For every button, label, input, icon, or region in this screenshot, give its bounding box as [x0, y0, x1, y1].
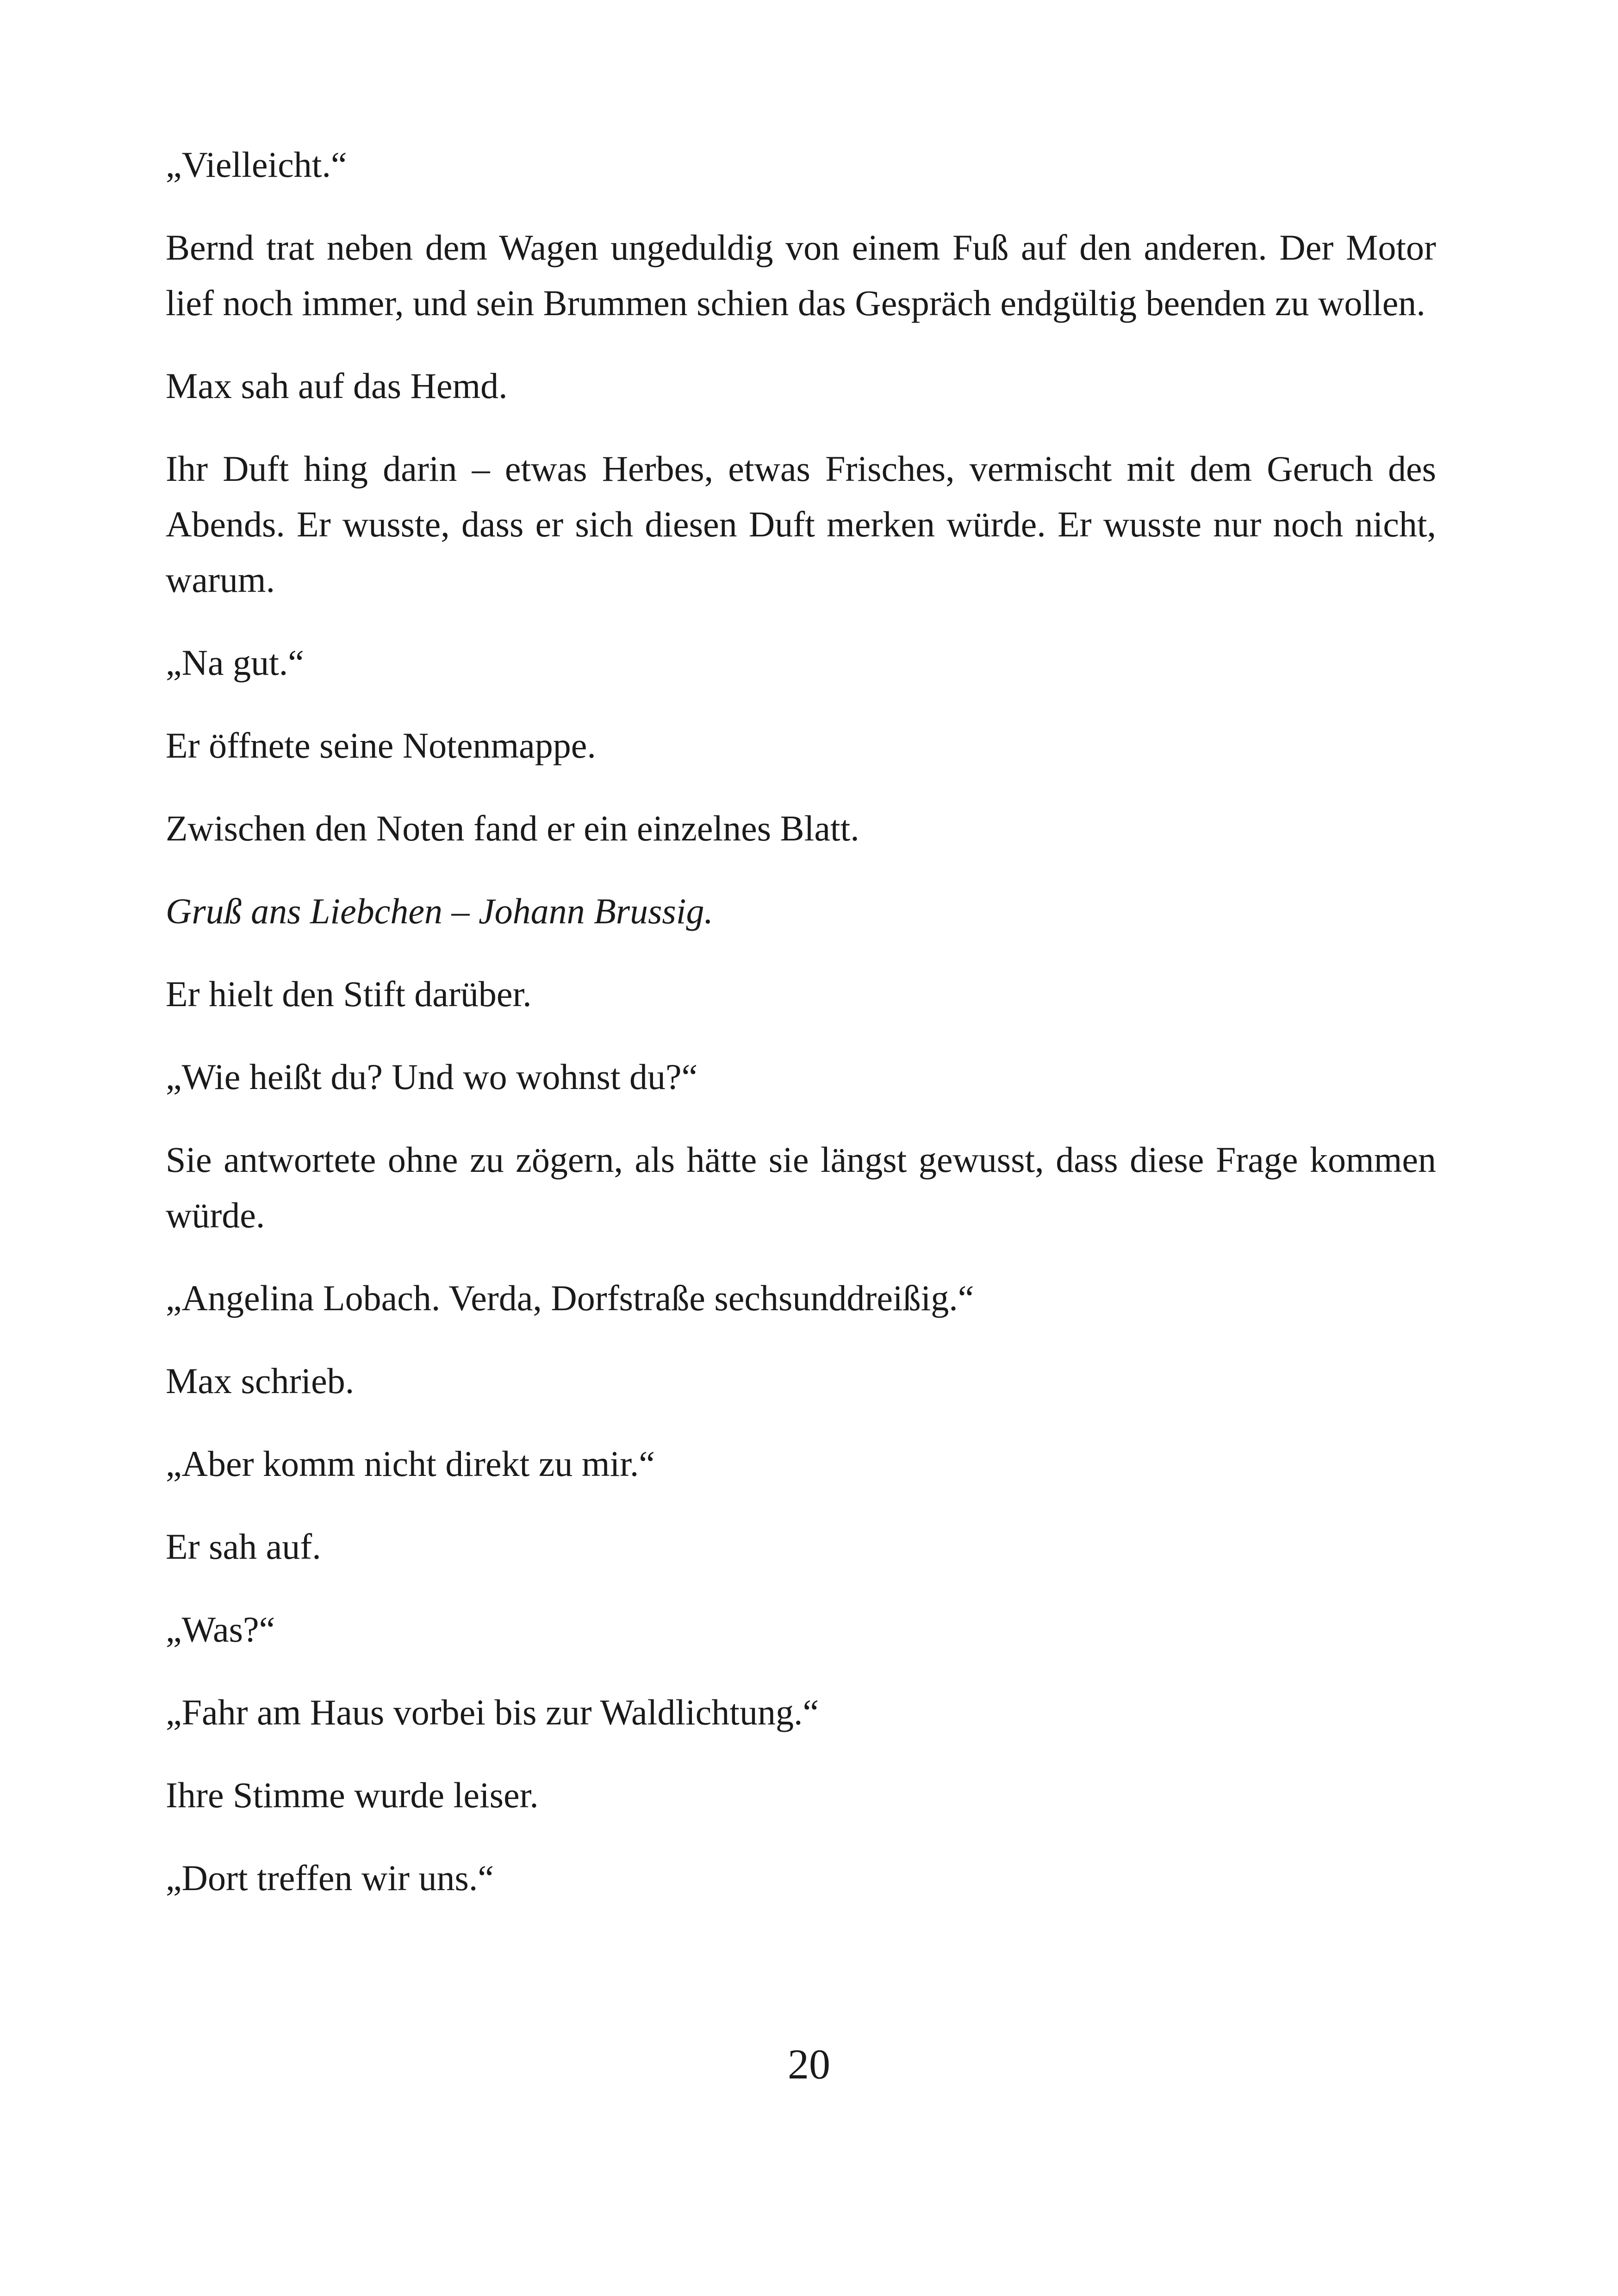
paragraph: Zwischen den Noten fand er ein einzelnes Blatt. [166, 808, 859, 848]
page-number: 20 [788, 2041, 830, 2088]
paragraph: „Dort treffen wir uns.“ [166, 1858, 494, 1898]
paragraph: Max schrieb. [166, 1361, 355, 1401]
paragraph: Sie antwortete ohne zu zögern, als hätte sie längst gewusst, dass diese Frage kommen würde. [166, 1139, 1436, 1235]
paragraph: „Angelina Lobach. Verda, Dorfstraße sechsunddreißig.“ [166, 1278, 974, 1318]
paragraph: Er hielt den Stift darüber. [166, 974, 532, 1014]
paragraph: „Aber komm nicht direkt zu mir.“ [166, 1444, 655, 1484]
paragraph: Max sah auf das Hemd. [166, 366, 508, 406]
paragraph: Ihr Duft hing darin – etwas Herbes, etwas Frisches, vermischt mit dem Geruch des Abends. Er wusste, dass er sich diesen Duft merken würde. Er wusste nur noch nicht, warum. [166, 448, 1436, 600]
paragraph: Er sah auf. [166, 1526, 321, 1567]
paragraph: Ihre Stimme wurde leiser. [166, 1775, 539, 1815]
paragraph: „Vielleicht.“ [166, 144, 347, 185]
paragraph: „Na gut.“ [166, 642, 304, 683]
paragraph: Bernd trat neben dem Wagen ungeduldig von einem Fuß auf den anderen. Der Motor lief noch immer, und sein Brummen schien das Gespräch endgültig beenden zu wollen. [166, 227, 1436, 323]
paragraph: „Was?“ [166, 1609, 275, 1649]
paragraph: „Wie heißt du? Und wo wohnst du?“ [166, 1057, 698, 1097]
paragraph: „Fahr am Haus vorbei bis zur Waldlichtung.“ [166, 1692, 819, 1732]
paragraph: Er öffnete seine Notenmappe. [166, 725, 596, 765]
body-text [166, 137, 1436, 1933]
italic-paragraph: Gruß ans Liebchen – Johann Brussig. [166, 891, 713, 931]
